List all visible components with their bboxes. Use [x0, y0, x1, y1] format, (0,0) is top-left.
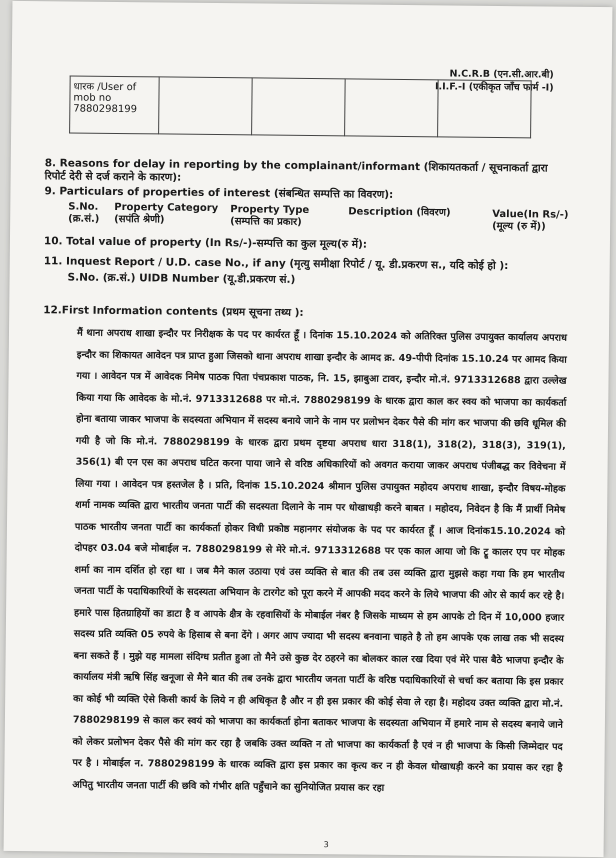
- ncrb-label: N.C.R.B (एन.सी.आर.बी): [449, 68, 554, 81]
- empty-cell: [438, 80, 532, 138]
- prop-header-value: Value(In Rs/-) (मूल्य (रु में)): [492, 208, 569, 233]
- section-12: 12.First Information contents (प्रथम सूचना तथ्य ):: [43, 304, 304, 319]
- document-page: [4, 1, 613, 857]
- iif-label: I.I.F.-I (एकीकृत जाँच फार्म -I): [434, 81, 554, 94]
- section-9: 9. Particulars of properties of interest (संबन्धित सम्पत्ति का विवरण):: [44, 185, 394, 201]
- empty-cell: [345, 79, 439, 137]
- section-11: 11. Inquest Report / U.D. case No., if any (मृत्यु समीक्षा रिपोर्ट / यू. डी.प्रकरण स., यदि कोई हो ):: [43, 255, 509, 273]
- page-number: 3: [323, 840, 329, 850]
- prop-header-category: Property Category (सपंति श्रेणी): [114, 201, 219, 226]
- fir-contents: मैं थाना अपराध शाखा इन्दौर पर निरीक्षक के पद पर कार्यरत हूँ । दिनांक 15.10.2024 को अतिरिक्त पुलिस उपायुक्त कार्यालय अपराध इन्दौर का शिकायत आवेदन पत्र प्राप्त हुआ जिसको थाना अपराध शाखा इन्दौर के आमद क्र. 49-पीपी दिनांक 15.10.24 पर आमद किया गया । आवेदन पत्र में आवेदक निमेष पाठक पिता पंचप्रकाश पाठक, नि. 15, झाबुआ टावर, इन्दौर मो.नं. 9713312688 द्वारा उल्लेख किया गया कि आवेदक के मो.नं. 9713312688 पर मो.नं. 7880298199 के धारक द्वारा काल कर स्वय को भाजपा का कार्यकर्ता होना बताया जाकर भाजपा के सदस्यता अभियान में सदस्य बनाये जाने के नाम पर प्रलोभन देकर पैसे की मांग कर भाजपा की छवि धूमिल की गयी है जो कि मो.नं. 7880298199 के धारक द्वारा प्रथम दृष्टया अपराध धारा 318(1), 318(2), 318(3), 319(1), 356(1) बी एन एस का अपराध घटित करना पाया जाने से वरिष्ठ अधिकारियों को अवगत कराया जाकर अपराध पंजीबद्ध कर विवेचना में लिया गया । आवेदन पत्र हस्तजेल है । प्रति, दिनांक 15.10.2024 श्रीमान पुलिस उपायुक्त महोदय अपराध शाखा, इन्दौर विषय-मोहक शर्मा नामक व्यक्ति द्वारा भारतीय जनता पार्टी की सदस्यता दिलाने के नाम पर धोखाधड़ी करने बाबत । महोदय, निवेदन है कि मैं प्रार्थी निमेष पाठक भारतीय जनता पार्टी का कार्यकर्ता होकर विधी प्रकोष्ठ महानगर संयोजक के पद पर कार्यरत हूँ । आज दिनांक15.10.2024 को दोपहर 03.04 बजे मोबाईल न. 7880298199 से मेरे मो.नं. 9713312688 पर एक काल आया जो कि ट्रू कालर एप पर मोहक शर्मा का नाम दर्शित हो रहा था । जब मैने काल उठाया एवं उस व्यक्ति से बात की तब उस व्यक्ति द्वारा मुझसे कहा गया कि हम भारतीय जनता पार्टी के पदाधिकारियों के सदस्यता अभियान के टारगेट को पूरा करने में आपकी मदद करने के लिये भाजपा की ओर से कार्य कर रहे है। हमारे पास हितग्राहियों का डाटा है व आपके क्षैत्र के रहवासियों के मोबाईल नंबर है जिसके माध्यम से हम आपके टो दिन में 10,000 हजार सदस्य प्रति व्यक्ति 05 रुपये के हिसाब से बना देंगे । अगर आप ज्यादा भी सदस्य बनवाना चाहते है तो हम आपके एक लाख तक भी सदस्य बना सकते हैं । मुझे यह मामला संदिग्ध प्रतीत हुआ तो मैने उसे कुछ देर ठहरने का बोलकर काल रख दिया एवं मेरे पास बैठे भाजपा इन्दौर के कार्यालय मंत्री ऋषि सिंह खनूजा से मैने बात की तब उनके द्वारा भारतीय जनता पार्टी के वरिष्ठ पदाधिकारियों से चर्चा कर बताया कि इस प्रकार का कोई भी व्यक्ति ऐसे किसी कार्य के लिये न ही अधिकृत है और न ही इस प्रकार की कोई सेवा ले रहा है। महोदय उक्त व्यक्ति द्वारा मो.नं. 7880298199 से काल कर स्वयं को भाजपा का कार्यकर्ता होना बताकर भाजपा के सदस्यता अभियान में हमारे नाम से सदस्य बनाये जाने को लेकर प्रलोभन देकर पैसे की मांग कर रहा है जबकि उक्त व्यक्ति न तो भाजपा का कार्यकर्ता है एवं न ही भाजपा के किसी जिम्मेदार पद पर है । मोबाईल न. 7880298199 के धारक व्यक्ति द्वारा इस प्रकार का कृत्य कर न ही केवल धोखाधड़ी करने का प्रयास कर रहा है अपितु भारतीय जनता पार्टी की छवि को गंभीर क्षति पहुँचाने का सुनियोजित प्रयास कर रहा: [72, 327, 568, 794]
- empty-cell: [159, 77, 253, 135]
- prop-header-sno: S.No. (क्र.सं.): [68, 201, 100, 225]
- section-10: 10. Total value of property (In Rs/-)-सम्पत्ति का कुल मूल्य(रु में):: [43, 235, 368, 251]
- holder-label: धारक /User of mob no: [73, 81, 137, 104]
- continuation-table: [69, 75, 532, 138]
- holder-number: 7880298199: [73, 103, 138, 116]
- prop-header-type: Property Type (सम्पत्ति का प्रकार): [230, 204, 310, 228]
- section-8: 8. Reasons for delay in reporting by the complainant/informant (शिकायतकर्ता / सूचनाकर्ता द्वारा रिपोर्ट देरी से दर्ज कराने के कारण):: [44, 157, 548, 184]
- section-11-sub: S.No. (क्र.सं.) UIDB Number (यू.डी.प्रकरण सं.): [67, 271, 296, 286]
- holder-cell: [70, 76, 160, 134]
- empty-cell: [252, 78, 346, 136]
- prop-header-description: Description (विवरण): [348, 206, 451, 219]
